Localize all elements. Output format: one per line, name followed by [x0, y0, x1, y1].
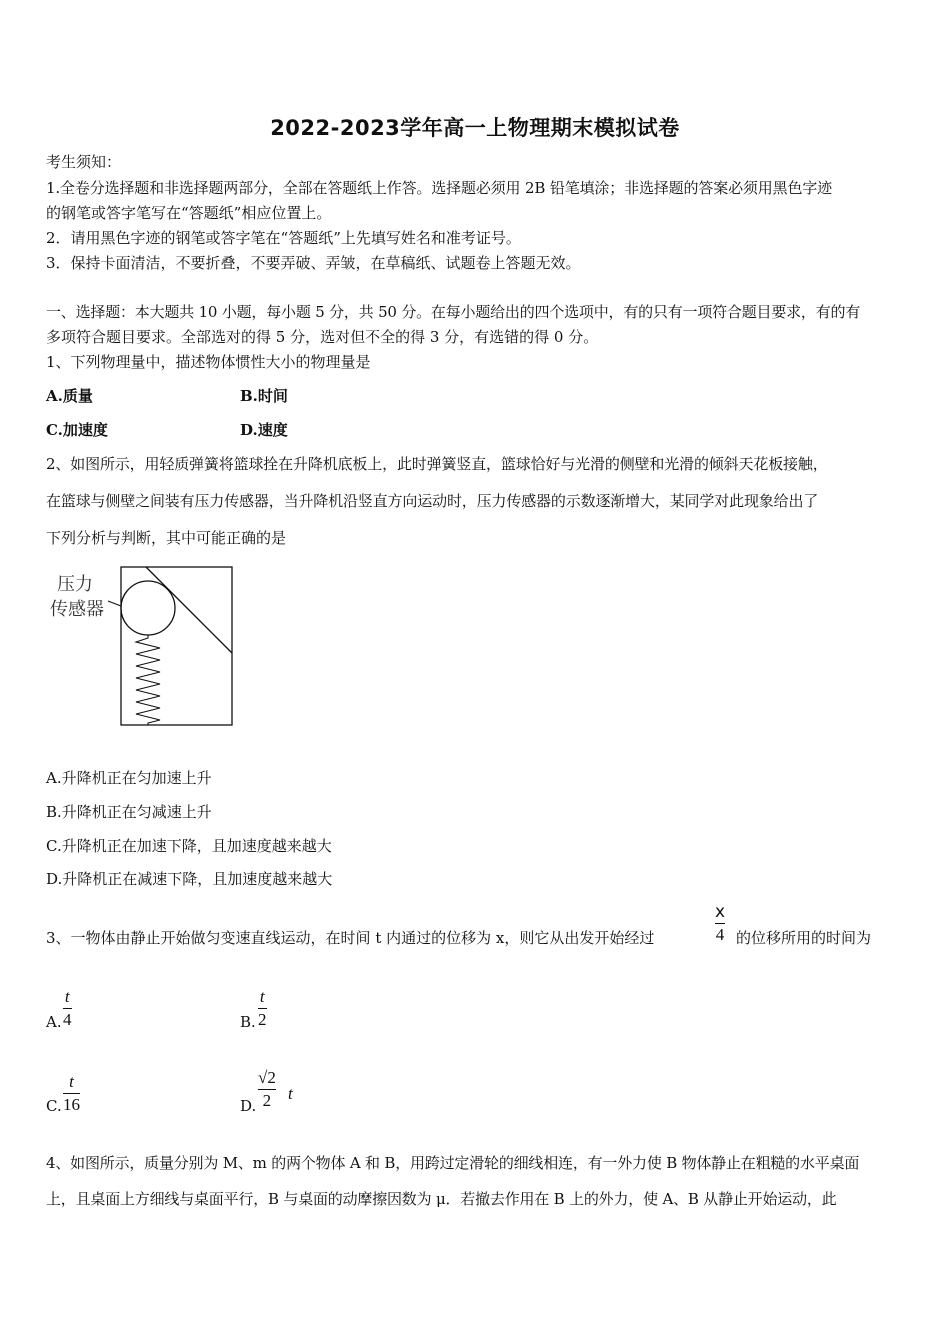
fraction-denominator: 16: [63, 1095, 80, 1114]
notice-heading: 考生须知：: [46, 153, 122, 171]
fraction-denominator: 2: [258, 1010, 267, 1029]
fraction-denominator: 4: [63, 1010, 72, 1029]
question-2-line-2: 在篮球与侧壁之间装有压力传感器，当升降机沿竖直方向运动时，压力传感器的示数逐渐增大，某同学对此现象给出了: [46, 492, 819, 510]
sensor-pointer: [108, 601, 121, 606]
question-2-option-a: A.升降机正在匀加速上升: [46, 769, 212, 787]
question-2-line-1: 2、如图所示，用轻质弹簧将篮球拴在升降机底板上，此时弹簧竖直，篮球恰好与光滑的侧壁和光滑的倾斜天花板接触，: [46, 455, 828, 473]
question-1-option-d: D.速度: [240, 421, 288, 439]
section-1-line-2: 多项符合题目要求。全部选对的得 5 分，选对但不全的得 3 分，有选错的得 0 分。: [46, 328, 599, 346]
question-2-option-d: D.升降机正在减速下降，且加速度越来越大: [46, 870, 333, 888]
question-1-stem: 1、下列物理量中，描述物体惯性大小的物理量是: [46, 353, 371, 371]
question-3-stem-before: 3、一物体由静止开始做匀变速直线运动，在时间 t 内通过的位移为 x，则它从出发开始经过: [46, 929, 655, 947]
question-3-stem-after: 的位移所用的时间为: [736, 929, 872, 947]
question-4-line-1: 4、如图所示，质量分别为 M、m 的两个物体 A 和 B，用跨过定滑轮的细线相连，有一外力使 B 物体静止在粗糙的水平桌面: [46, 1154, 860, 1172]
fraction-denominator: 4: [715, 925, 725, 944]
figure-label-line-1: 压力: [57, 574, 93, 595]
fraction-numerator: t: [64, 987, 70, 1006]
elevator-spring-ball-figure: [40, 560, 240, 732]
question-3-option-a-fraction: [63, 987, 72, 1030]
fraction-bar: [258, 1089, 276, 1090]
page-title: 2022-2023学年高一上物理期末模拟试卷: [270, 116, 680, 140]
notice-item-3: 3．保持卡面清洁，不要折叠，不要弄破、弄皱，在草稿纸、试题卷上答题无效。: [46, 254, 581, 272]
question-3-option-c-label: C.: [46, 1097, 62, 1115]
fraction-numerator: t: [69, 1072, 74, 1091]
question-3-option-d-label: D.: [240, 1097, 257, 1115]
question-3-stem-fraction: [715, 902, 725, 945]
fraction-bar: [63, 1008, 72, 1009]
notice-item-1-line-1: 1.全卷分选择题和非选择题两部分，全部在答题纸上作答。选择题必须用 2B 铅笔填涂；非选择题的答案必须用黑色字迹: [46, 179, 833, 197]
question-3-option-c-fraction: [63, 1072, 80, 1115]
spring: [136, 635, 160, 725]
fraction-bar: [258, 1008, 267, 1009]
question-3-option-a-label: A.: [46, 1013, 62, 1031]
question-3-option-b-fraction: [258, 987, 267, 1030]
inclined-ceiling: [146, 567, 232, 653]
question-1-option-b: B.时间: [240, 387, 288, 405]
question-4-line-2: 上，且桌面上方细线与桌面平行，B 与桌面的动摩擦因数为 μ．若撤去作用在 B 上的外力，使 A、B 从静止开始运动，此: [46, 1190, 837, 1208]
notice-item-2: 2．请用黑色字迹的钢笔或答字笔在“答题纸”上先填写姓名和准考证号。: [46, 229, 521, 247]
question-2-option-c: C.升降机正在加速下降，且加速度越来越大: [46, 837, 332, 855]
fraction-numerator: x: [715, 902, 726, 922]
question-3-option-b-label: B.: [240, 1013, 256, 1031]
section-1-line-1: 一、选择题：本大题共 10 小题，每小题 5 分，共 50 分。在每小题给出的四个选项中，有的只有一项符合题目要求，有的有: [46, 303, 861, 321]
fraction-numerator: t: [259, 987, 265, 1006]
fraction-numerator: √2: [258, 1068, 276, 1087]
question-3-option-d-suffix: t: [288, 1084, 293, 1103]
question-1-option-a: A.质量: [46, 387, 93, 405]
figure-label-line-2: 传感器: [50, 599, 104, 620]
fraction-denominator: 2: [262, 1091, 272, 1110]
fraction-bar: [63, 1093, 80, 1094]
basketball: [121, 581, 175, 635]
question-2-line-3: 下列分析与判断，其中可能正确的是: [46, 529, 287, 547]
notice-item-1-line-2: 的钢笔或答字笔写在“答题纸”相应位置上。: [46, 204, 332, 222]
question-3-option-d-fraction: [258, 1068, 276, 1111]
fraction-bar: [715, 923, 725, 924]
question-2-option-b: B.升降机正在匀减速上升: [46, 803, 212, 821]
question-1-option-c: C.加速度: [46, 421, 108, 439]
